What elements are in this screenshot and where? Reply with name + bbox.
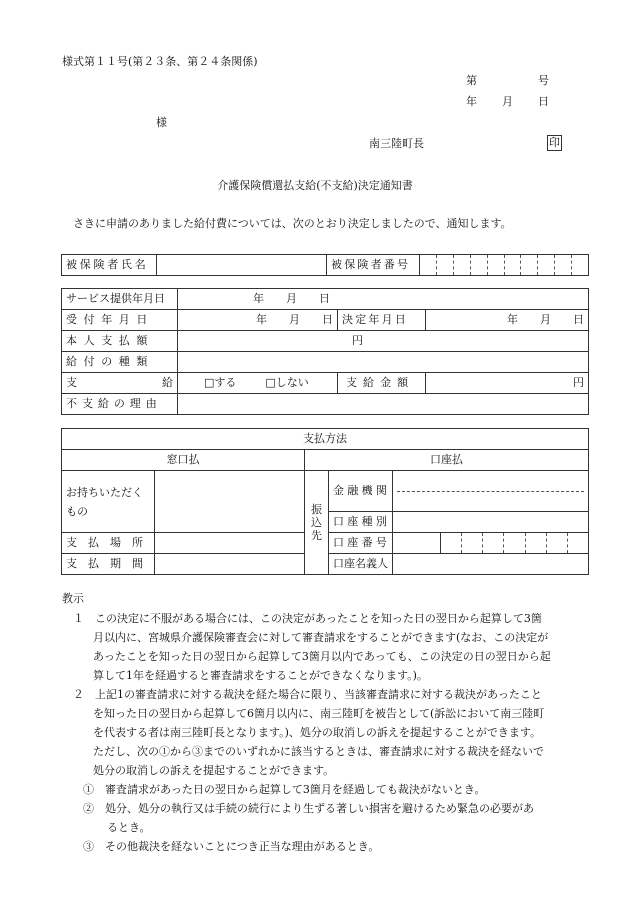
notice-line: るとき。 (107, 821, 151, 834)
non-payment-reason-value[interactable] (178, 394, 589, 415)
notice-heading: 教示 (62, 592, 84, 605)
bank-payment-header: 口座払 (305, 450, 589, 471)
institution-value[interactable] (393, 471, 589, 512)
account-holder-label: 口座名義人 (329, 554, 393, 575)
payment-method-title: 支払方法 (62, 429, 589, 450)
date-hi: 日 (538, 95, 549, 108)
transfer-label: 振込先 (305, 471, 329, 575)
self-pay-value[interactable] (178, 331, 589, 352)
notice-line: を知った日の翌日から起算して6箇月以内に、南三陸町を被告として(訴訟において南三陸町 (93, 707, 545, 720)
payment-period-label: 支払期間 (62, 554, 155, 575)
account-number-branch[interactable] (393, 533, 441, 554)
notice-line: を代表する者は南三陸町長となります。)、処分の取消しの訴えを提起することができます。 (93, 726, 542, 739)
benefit-type-value[interactable] (178, 352, 589, 373)
intro-text: さきに申請のありました給付費については、次のとおり決定しましたので、通知します。 (73, 217, 512, 230)
date-nen: 年 (466, 95, 477, 108)
notice-line: あったことを知った日の翌日から起算して3箇月以内であっても、この決定の日の翌日から起 (93, 650, 551, 663)
service-date-label: サービス提供年月日 (62, 289, 178, 310)
account-type-value[interactable] (393, 512, 589, 533)
benefit-type-label: 給付の種類 (62, 352, 178, 373)
notice-body (73, 609, 593, 856)
notice-line: ２ 上記1の審査請求に対する裁決を経た場合に限り、当該審査請求に対する裁決があったこと (73, 688, 542, 701)
payment-label-right: 給 (162, 376, 173, 389)
bring-items-label: お持ちいただくもの (62, 471, 155, 533)
account-number-label: 口座番号 (329, 533, 393, 554)
notice-line: ③ その他裁決を経ないことにつき正当な理由があるとき。 (83, 840, 380, 853)
payment-place-value[interactable] (155, 533, 305, 554)
payment-choice (178, 373, 338, 394)
self-pay-label: 本人支払額 (62, 331, 178, 352)
payment-period-value[interactable] (155, 554, 305, 575)
payment-label (62, 373, 178, 394)
notice-line: ① 審査請求があった日の翌日から起算して3箇月を経過しても裁決がないとき。 (83, 783, 486, 796)
notice-line: 月以内に、宮城県介護保険審査会に対して審査請求をすることができます(なお、この決定が (93, 631, 549, 644)
account-type-label: 口座種別 (329, 512, 393, 533)
insured-name-field[interactable] (157, 255, 327, 276)
bring-items-value[interactable] (155, 471, 305, 533)
counter-payment-header: 窓口払 (62, 450, 305, 471)
seal-mark: 印 (549, 136, 560, 149)
form-number: 様式第１１号(第２３条、第２４条関係) (62, 55, 258, 68)
date-tsuki: 月 (502, 95, 513, 108)
payment-amount-label: 支給金額 (338, 373, 426, 394)
payment-method-table (61, 428, 589, 575)
addressee-sama: 様 (156, 116, 167, 129)
document-title: 介護保険償還払支給(不支給)決定通知書 (217, 179, 413, 192)
number-label-go: 号 (538, 74, 549, 87)
non-payment-reason-label: 不支給の理由 (62, 394, 178, 415)
insured-name-label: 被保険者氏名 (62, 255, 157, 276)
decision-table (61, 288, 589, 415)
insured-number-field[interactable] (420, 255, 589, 276)
receipt-date-label: 受付年月日 (62, 310, 178, 331)
number-label-dai: 第 (466, 74, 477, 87)
receipt-date-value[interactable]: 年 月 日 (178, 310, 338, 331)
payment-amount-value[interactable] (426, 373, 589, 394)
payment-amount-unit: 円 (573, 376, 585, 389)
payment-place-label: 支払場所 (62, 533, 155, 554)
service-date-value[interactable]: 年 月 日 (178, 289, 589, 310)
issuer: 南三陸町長 (369, 137, 424, 150)
notice-line: ただし、次の①から③までのいずれかに該当するときは、審査請求に対する裁決を経ないで (93, 745, 544, 758)
notice-line: １ この決定に不服がある場合には、この決定があったことを知った日の翌日から起算して3箇 (73, 612, 542, 625)
decision-date-value[interactable]: 年 月 日 (426, 310, 589, 331)
payment-label-left: 支 (66, 376, 77, 389)
payment-yes-checkbox[interactable]: □する (204, 376, 237, 389)
payment-no-checkbox[interactable]: □しない (265, 376, 309, 389)
account-number-value[interactable] (441, 533, 589, 554)
account-holder-value[interactable] (393, 554, 589, 575)
insured-table (61, 254, 589, 276)
notice-line: 算して1年を経過すると審査請求をすることができなくなります。)。 (93, 669, 428, 682)
insured-number-label: 被保険者番号 (327, 255, 420, 276)
notice-line: ② 処分、処分の執行又は手続の続行により生ずる著しい損害を避けるため緊急の必要があ (83, 802, 534, 815)
institution-label: 金融機関 (329, 471, 393, 512)
notice-line: 処分の取消しの訴えを提起することができます。 (93, 764, 335, 777)
self-pay-unit: 円 (352, 334, 363, 347)
decision-date-label: 決定年月日 (338, 310, 426, 331)
